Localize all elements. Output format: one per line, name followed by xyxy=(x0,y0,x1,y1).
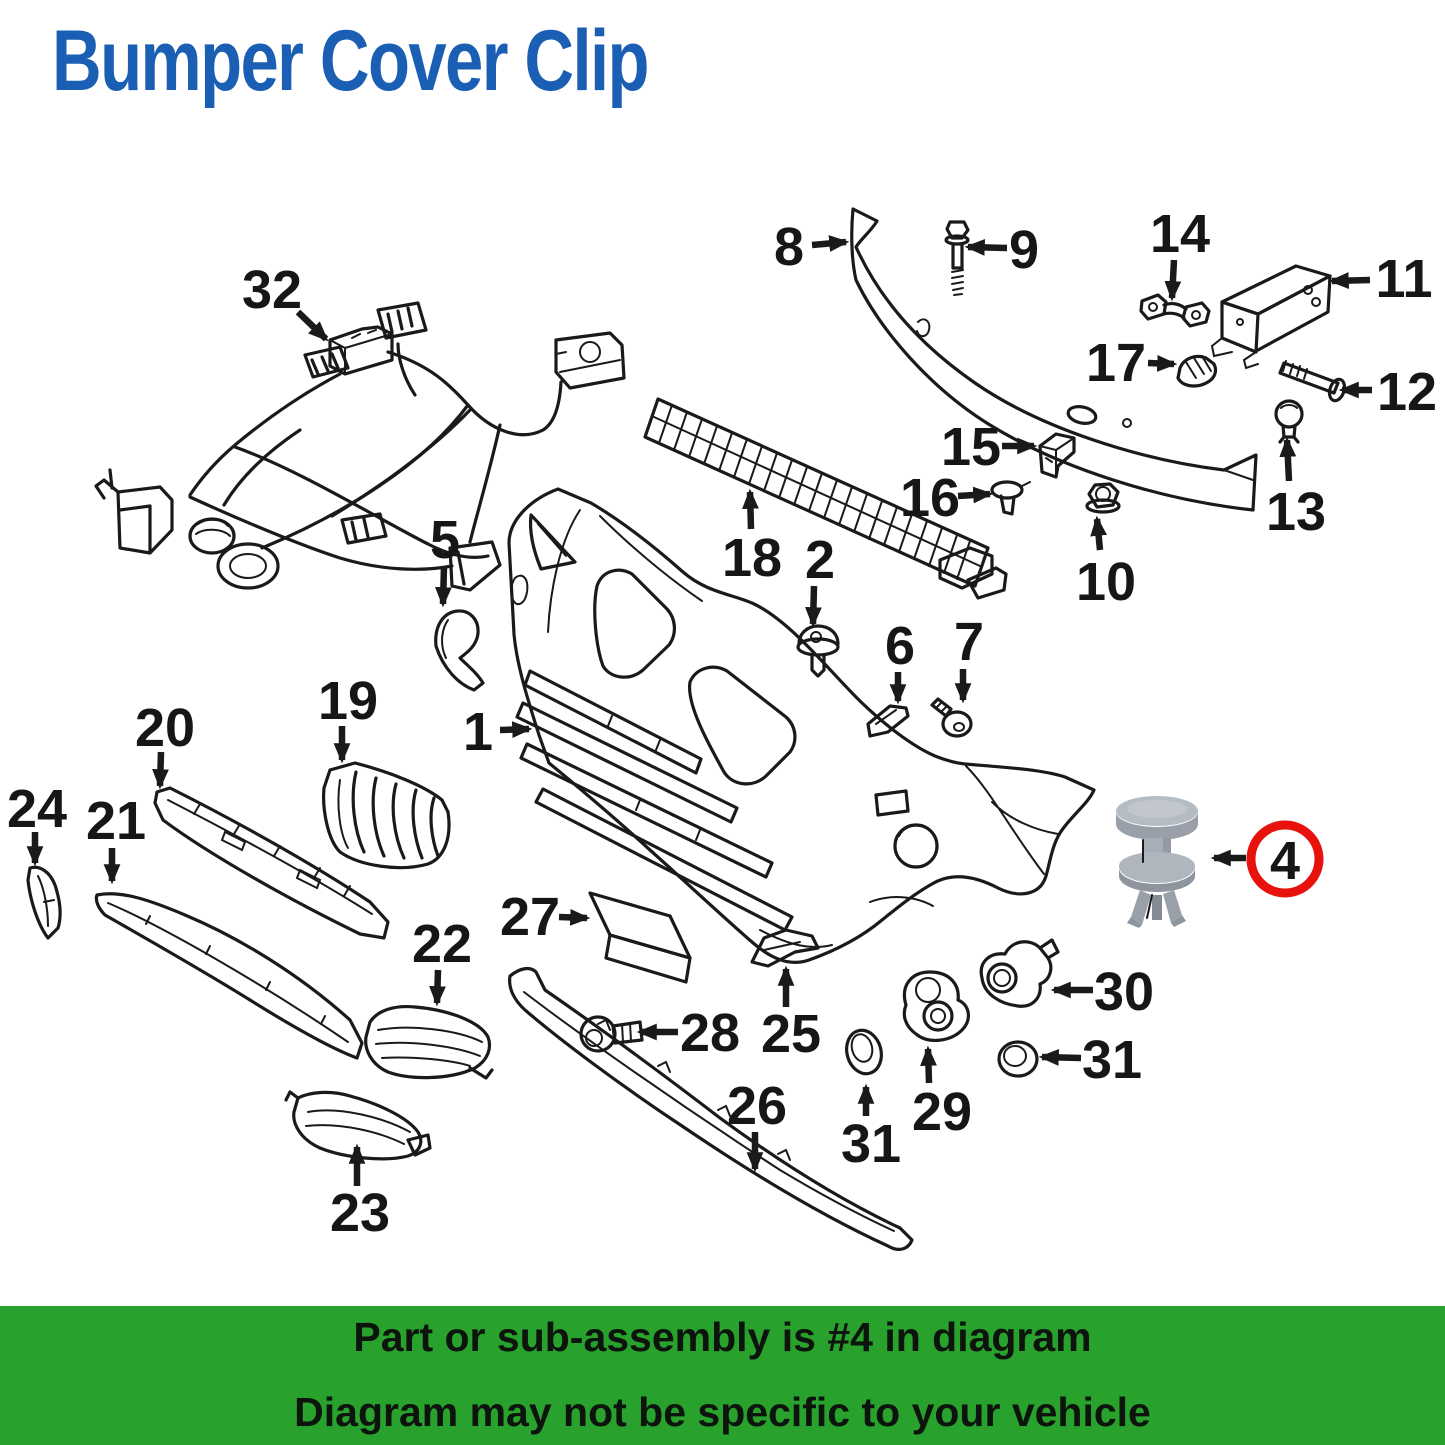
part-label-16: 16 xyxy=(899,468,961,528)
part-label-23: 23 xyxy=(329,1183,391,1243)
arrow-9 xyxy=(968,247,1007,248)
arrow-11 xyxy=(1332,280,1370,281)
part-9-bolt xyxy=(946,222,968,295)
part-32-wiring-harness xyxy=(96,303,624,590)
arrow-5 xyxy=(443,566,444,604)
part-labels xyxy=(7,204,1437,1243)
part-label-27: 27 xyxy=(499,887,561,947)
arrow-13 xyxy=(1287,440,1289,481)
arrow-16 xyxy=(958,494,990,496)
part-label-25: 25 xyxy=(760,1004,822,1064)
part-4-highlight xyxy=(1214,825,1319,893)
part-27-plate-filler xyxy=(590,893,690,982)
part-label-8: 8 xyxy=(773,217,805,277)
part-label-5: 5 xyxy=(429,510,461,570)
part-label-24: 24 xyxy=(6,779,68,839)
part-label-22: 22 xyxy=(411,914,473,974)
part-10-flange-nut xyxy=(1087,484,1119,512)
arrow-32 xyxy=(298,312,326,339)
part-label-11: 11 xyxy=(1375,249,1433,309)
part-label-21: 21 xyxy=(85,791,147,851)
part-label-17: 17 xyxy=(1085,333,1147,393)
part-label-31-right: 31 xyxy=(1081,1030,1143,1090)
part-label-32: 32 xyxy=(241,260,303,320)
part-22-side-grille xyxy=(366,1007,492,1078)
part-label-12: 12 xyxy=(1376,362,1438,422)
part-label-9: 9 xyxy=(1008,220,1040,280)
bottom-banner xyxy=(0,1306,1445,1445)
part-13-push-pin xyxy=(1276,401,1302,442)
part-label-18: 18 xyxy=(721,528,783,588)
part-label-10: 10 xyxy=(1075,552,1137,612)
part-21-trim-strip xyxy=(96,894,362,1058)
part-5-washer-cover xyxy=(436,611,483,690)
part-30-pdc-sensor xyxy=(981,940,1058,1006)
part-label-7: 7 xyxy=(953,612,985,672)
arrow-2 xyxy=(813,586,814,624)
page-title: Bumper Cover Clip xyxy=(52,13,648,109)
part-label-30: 30 xyxy=(1093,962,1155,1022)
arrow-8 xyxy=(812,242,846,245)
arrow-27 xyxy=(559,917,587,918)
part-label-1: 1 xyxy=(462,702,494,762)
part-16-rivet xyxy=(992,482,1030,514)
part-label-6: 6 xyxy=(884,616,916,676)
part-label-29: 29 xyxy=(911,1082,973,1142)
part-label-4: 4 xyxy=(1269,831,1301,891)
arrow-18 xyxy=(750,492,751,529)
part-label-14: 14 xyxy=(1149,204,1211,264)
part-17-clip xyxy=(1178,356,1216,386)
part-label-28: 28 xyxy=(679,1003,741,1063)
part-11-mount-bracket xyxy=(1212,266,1330,368)
part-label-31-left: 31 xyxy=(840,1114,902,1174)
arrow-10 xyxy=(1097,519,1100,550)
part-19-kidney-grille xyxy=(324,763,449,868)
part-label-19: 19 xyxy=(317,671,379,731)
arrow-17 xyxy=(1148,363,1174,364)
part-label-2: 2 xyxy=(804,530,836,590)
part-label-13: 13 xyxy=(1265,482,1327,542)
part-31-seal-ring-left xyxy=(842,1026,886,1077)
part-6-guide-bracket xyxy=(868,706,908,736)
part-label-26: 26 xyxy=(726,1076,788,1136)
part-2-expansion-rivet xyxy=(798,626,838,676)
part-31-seal-ring-right xyxy=(999,1042,1037,1076)
part-label-20: 20 xyxy=(134,698,196,758)
part-1-bumper-cover xyxy=(509,489,1094,962)
part-12-bolt xyxy=(1280,361,1347,403)
part-7-screw xyxy=(932,699,971,736)
arrow-14 xyxy=(1172,260,1174,298)
part-24-corner-strip xyxy=(28,867,60,938)
arrow-31-right xyxy=(1042,1057,1081,1058)
part-label-15: 15 xyxy=(940,417,1002,477)
part-29-sensor-holder xyxy=(904,972,968,1040)
part-14-bracket xyxy=(1141,295,1209,326)
banner-line-2: Diagram may not be specific to your vehicle xyxy=(294,1389,1151,1435)
arrow-29 xyxy=(928,1049,929,1083)
part-4-clip-photo xyxy=(1116,796,1198,928)
arrow-22 xyxy=(437,970,438,1003)
arrow-1 xyxy=(500,729,529,730)
banner-line-1: Part or sub-assembly is #4 in diagram xyxy=(353,1314,1092,1360)
